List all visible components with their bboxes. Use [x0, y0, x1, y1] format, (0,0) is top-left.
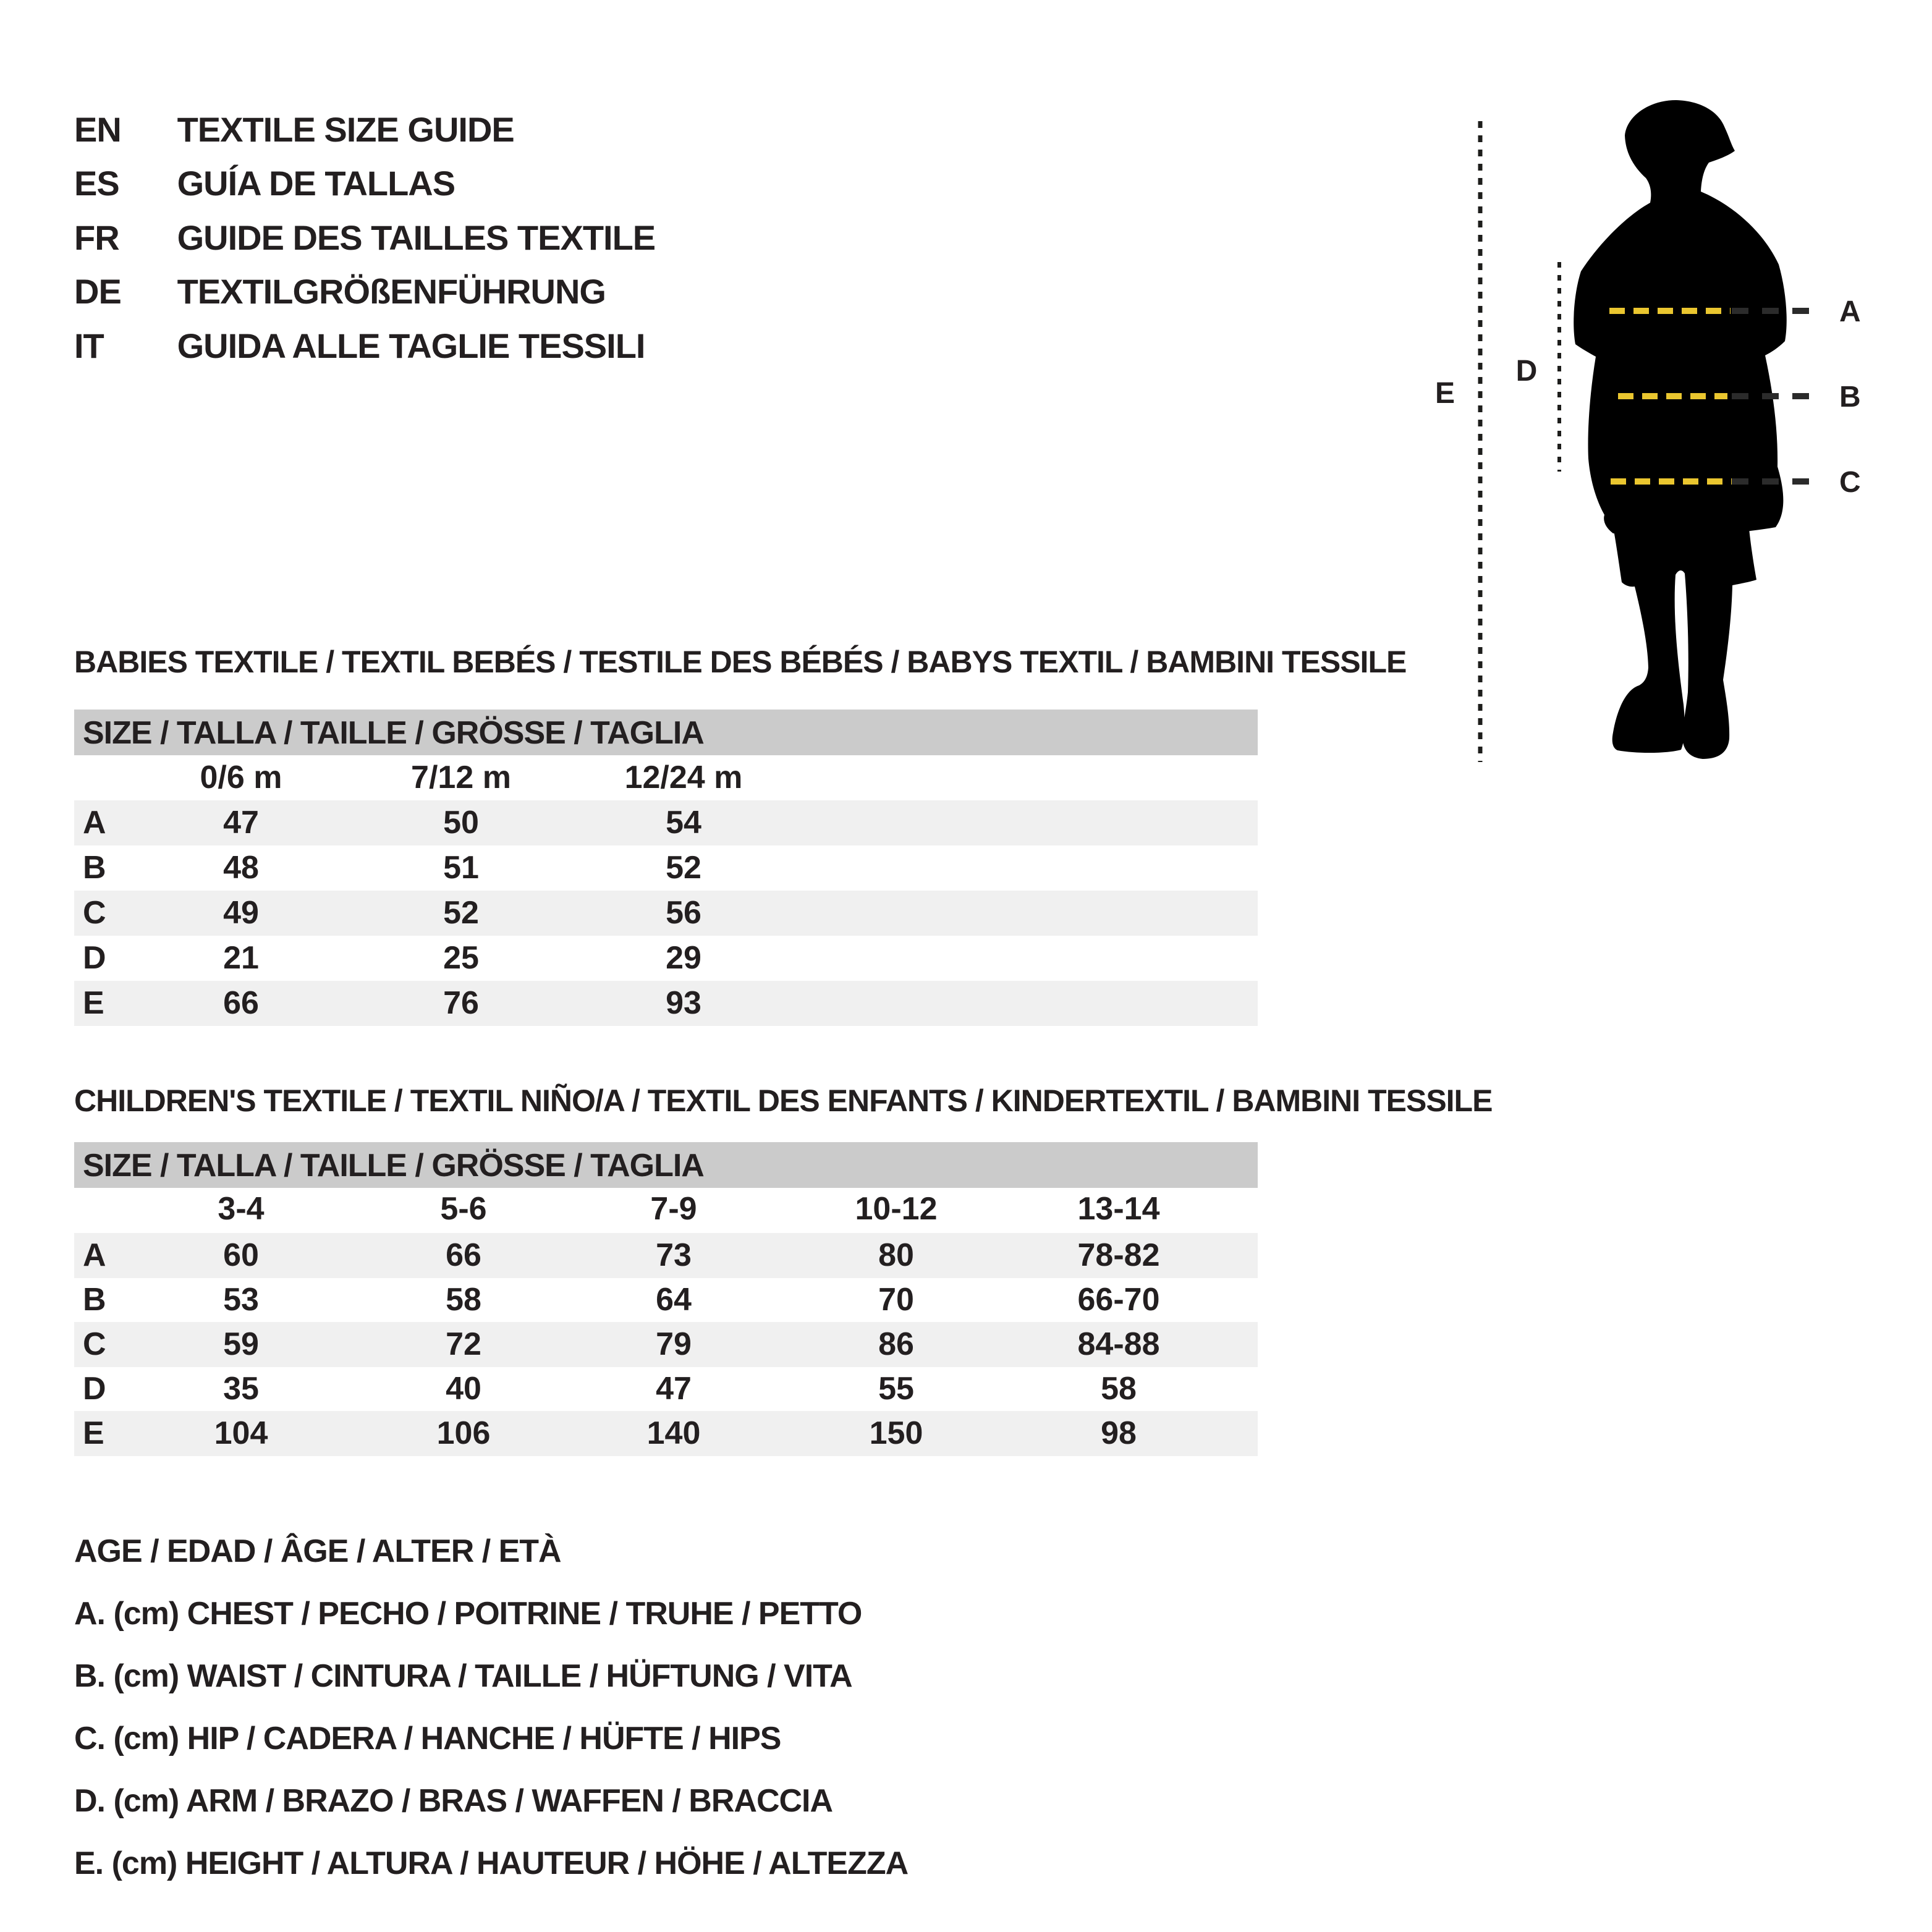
- table-row-d: [74, 1366, 1258, 1412]
- table-cell: 86: [878, 1326, 914, 1362]
- table-cell: 78-82: [1077, 1237, 1160, 1273]
- table-row-c: [74, 891, 1258, 936]
- table-cell: 64: [656, 1282, 692, 1318]
- table-cell: 35: [223, 1371, 259, 1407]
- table-cell: 76: [443, 985, 479, 1021]
- table-row-d: [74, 936, 1258, 981]
- language-code: FR: [74, 218, 119, 257]
- table-cell: 40: [446, 1371, 481, 1407]
- table-cell: 47: [656, 1371, 692, 1407]
- table-cell: 73: [656, 1237, 692, 1273]
- header-row-es: [74, 164, 455, 203]
- row-label: C: [83, 1326, 106, 1362]
- column-header: 5-6: [440, 1191, 487, 1227]
- table-cell: 59: [223, 1326, 259, 1362]
- column-header: 10-12: [855, 1191, 938, 1227]
- guide-title-es: GUÍA DE TALLAS: [177, 164, 455, 203]
- figure-label-b: B: [1839, 381, 1861, 413]
- column-header: 0/6 m: [200, 760, 282, 795]
- column-header: 12/24 m: [624, 760, 743, 795]
- row-label: E: [83, 1415, 104, 1451]
- table-cell: 53: [223, 1282, 259, 1318]
- row-label: A: [83, 1237, 106, 1273]
- header-row-en: [74, 111, 514, 149]
- table-cell: 98: [1101, 1415, 1137, 1451]
- child-silhouette-lower: [1612, 527, 1756, 759]
- table-cell: 58: [446, 1282, 481, 1318]
- children-column-header-row: [74, 1187, 1258, 1232]
- table-cell: 104: [214, 1415, 268, 1451]
- legend-chest: A. (cm) CHEST / PECHO / POITRINE / TRUHE / PETTO: [74, 1596, 862, 1632]
- table-cell: 25: [443, 940, 479, 976]
- table-cell: 49: [223, 895, 259, 931]
- column-header: 7-9: [650, 1191, 697, 1227]
- size-measurement-figure: [1409, 87, 1932, 810]
- guide-title-de: TEXTILGRÖßENFÜHRUNG: [177, 272, 606, 311]
- guide-title-fr: GUIDE DES TAILLES TEXTILE: [177, 218, 656, 257]
- legend-arm: D. (cm) ARM / BRAZO / BRAS / WAFFEN / BRACCIA: [74, 1783, 833, 1819]
- row-label: B: [83, 1282, 106, 1318]
- table-cell: 54: [666, 805, 701, 841]
- language-code: DE: [74, 272, 121, 311]
- table-cell: 66: [223, 985, 259, 1021]
- table-cell: 47: [223, 805, 259, 841]
- babies-section-title: BABIES TEXTILE / TEXTIL BEBÉS / TESTILE DES BÉBÉS / BABYS TEXTIL / BAMBINI TESSILE: [74, 645, 1407, 679]
- table-cell: 52: [666, 850, 701, 886]
- table-cell: 50: [443, 805, 479, 841]
- children-table-header-bar: SIZE / TALLA / TAILLE / GRÖSSE / TAGLIA: [74, 1142, 1258, 1188]
- table-cell: 140: [646, 1415, 701, 1451]
- table-cell: 21: [223, 940, 259, 976]
- table-cell: 48: [223, 850, 259, 886]
- figure-label-d: D: [1515, 355, 1538, 388]
- table-row-a: [74, 1233, 1258, 1278]
- guide-title-en: TEXTILE SIZE GUIDE: [177, 110, 514, 149]
- table-cell: 93: [666, 985, 701, 1021]
- table-row-c: [74, 1322, 1258, 1367]
- header-row-de: [74, 273, 606, 311]
- row-label: B: [83, 850, 106, 886]
- table-row-b: [74, 845, 1258, 891]
- table-cell: 29: [666, 940, 701, 976]
- table-cell: 84-88: [1077, 1326, 1160, 1362]
- table-cell: 66-70: [1077, 1282, 1160, 1318]
- table-row-b: [74, 1277, 1258, 1323]
- guide-title-it: GUIDA ALLE TAGLIE TESSILI: [177, 326, 645, 365]
- language-code: ES: [74, 164, 119, 203]
- table-cell: 150: [869, 1415, 923, 1451]
- column-header: 3-4: [218, 1191, 265, 1227]
- table-cell: 55: [878, 1371, 914, 1407]
- row-label: D: [83, 1371, 106, 1407]
- language-code: EN: [74, 110, 121, 149]
- figure-label-e: E: [1434, 377, 1455, 410]
- table-row-a: [74, 800, 1258, 845]
- row-label: A: [83, 805, 106, 841]
- language-code: IT: [74, 326, 104, 365]
- table-cell: 56: [666, 895, 701, 931]
- table-row-e: [74, 981, 1258, 1026]
- legend-hip: C. (cm) HIP / CADERA / HANCHE / HÜFTE / HIPS: [74, 1721, 781, 1756]
- column-header: 13-14: [1077, 1191, 1160, 1227]
- legend-height: E. (cm) HEIGHT / ALTURA / HAUTEUR / HÖHE / ALTEZZA: [74, 1845, 909, 1881]
- table-cell: 58: [1101, 1371, 1137, 1407]
- table-cell: 106: [436, 1415, 491, 1451]
- table-cell: 52: [443, 895, 479, 931]
- header-row-it: [74, 327, 645, 365]
- table-cell: 72: [446, 1326, 481, 1362]
- table-cell: 70: [878, 1282, 914, 1318]
- figure-label-a: A: [1839, 295, 1861, 328]
- table-cell: 60: [223, 1237, 259, 1273]
- row-label: C: [83, 895, 106, 931]
- row-label: E: [83, 985, 104, 1021]
- child-silhouette-upper: [1574, 100, 1787, 535]
- children-section-title: CHILDREN'S TEXTILE / TEXTIL NIÑO/A / TEXTIL DES ENFANTS / KINDERTEXTIL / BAMBINI TESSILE: [74, 1083, 1493, 1118]
- table-cell: 79: [656, 1326, 692, 1362]
- legend-waist: B. (cm) WAIST / CINTURA / TAILLE / HÜFTUNG / VITA: [74, 1658, 852, 1694]
- babies-column-header-row: [74, 755, 1258, 800]
- table-cell: 51: [443, 850, 479, 886]
- babies-table-header-bar: SIZE / TALLA / TAILLE / GRÖSSE / TAGLIA: [74, 710, 1258, 755]
- legend-age: AGE / EDAD / ÂGE / ALTER / ETÀ: [74, 1533, 561, 1569]
- header-row-fr: [74, 219, 655, 257]
- table-cell: 66: [446, 1237, 481, 1273]
- table-cell: 80: [878, 1237, 914, 1273]
- column-header: 7/12 m: [411, 760, 511, 795]
- row-label: D: [83, 940, 106, 976]
- figure-label-c: C: [1839, 466, 1861, 499]
- table-row-e: [74, 1411, 1258, 1456]
